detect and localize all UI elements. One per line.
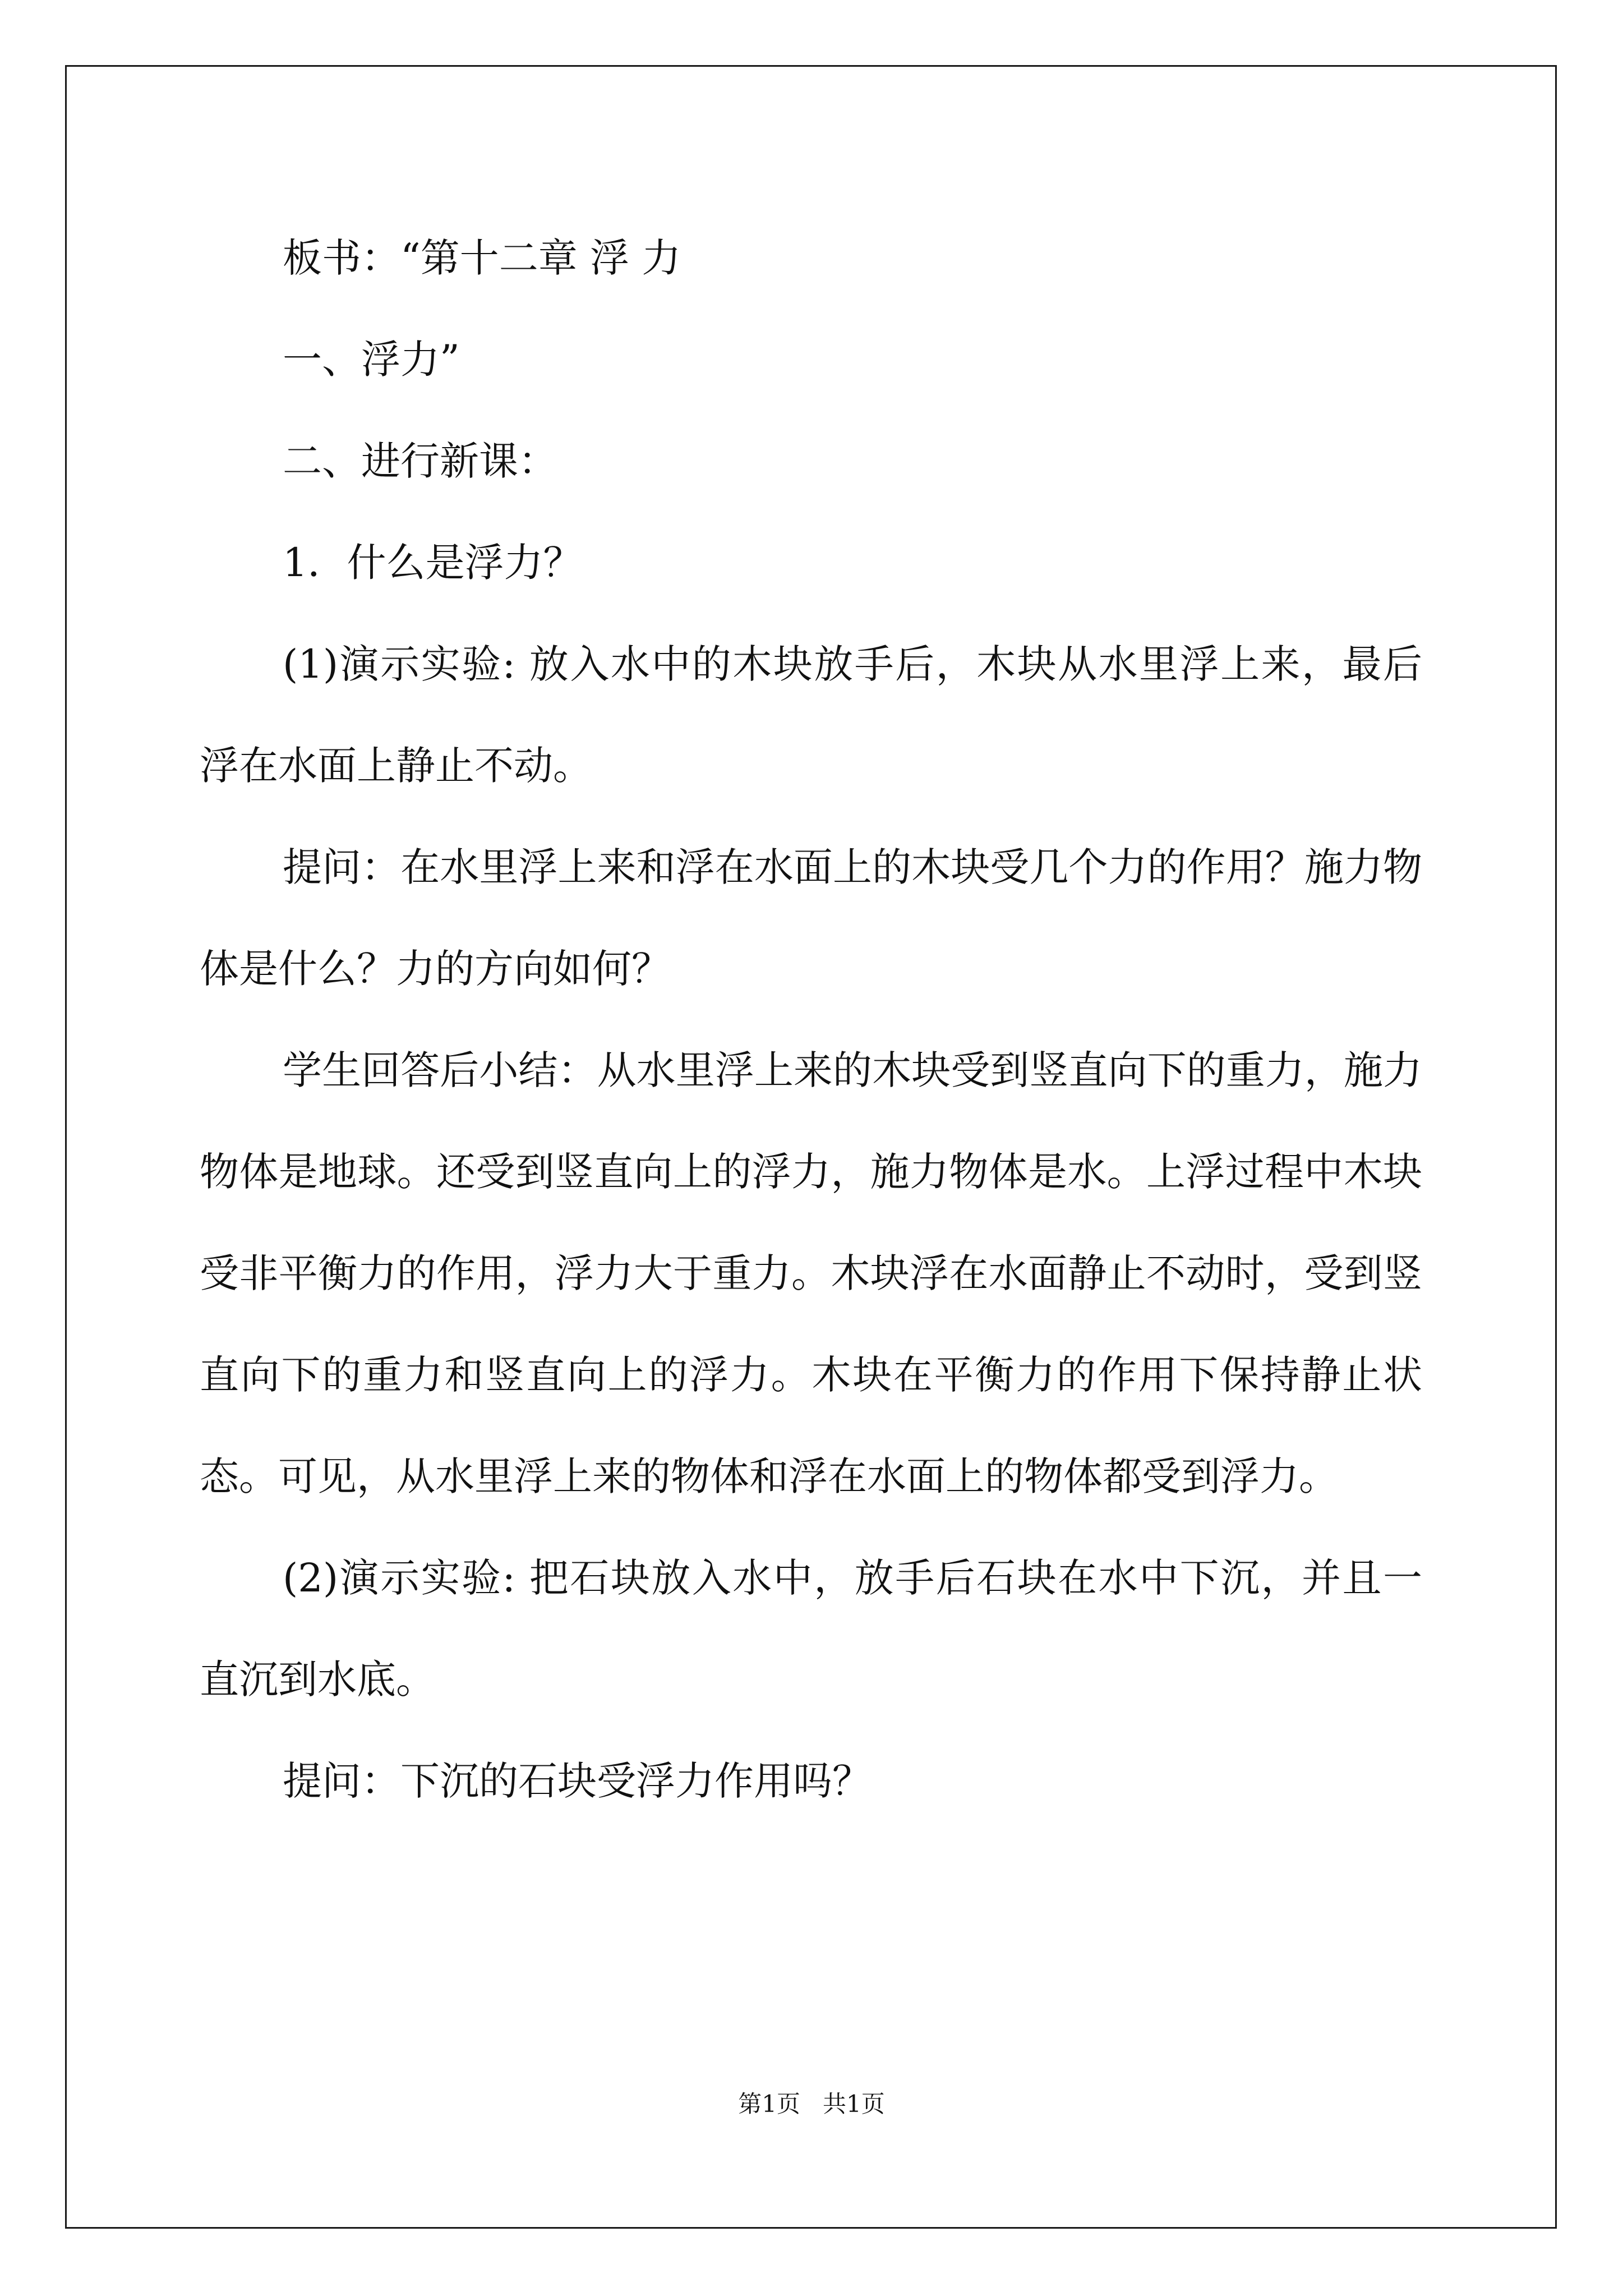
paragraph: (2)演示实验: 把石块放入水中，放手后石块在水中下沉，并且一直沉到水底。 bbox=[200, 1555, 1422, 1703]
page-total: 共1页 bbox=[823, 2090, 885, 2118]
paragraph: 提问：下沉的石块受浮力作用吗？ bbox=[283, 1758, 872, 1804]
paragraph: 二、进行新课： bbox=[283, 438, 557, 484]
paragraph: 学生回答后小结：从水里浮上来的木块受到竖直向下的重力，施力物体是地球。还受到竖直向上的浮力，施力物体是水。上浮过程中木块受非平衡力的作用，浮力大于重力。木块浮在水面静止不动时，受到竖直向下的重力和竖直向上的浮力。木块在平衡力的作用下保持静止状态。可见，从水里浮上来的物体和浮在水面上的物体都受到浮力。 bbox=[200, 1047, 1422, 1499]
page-number: 第1页 bbox=[738, 2090, 800, 2118]
paragraph: 1．什么是浮力？ bbox=[283, 540, 583, 586]
paragraph: 一、浮力” bbox=[283, 337, 460, 383]
paragraph: 板书：“第十二章 浮 力 bbox=[283, 235, 681, 281]
paragraph: (1)演示实验: 放入水中的木块放手后，木块从水里浮上来，最后浮在水面上静止不动。 bbox=[200, 641, 1422, 789]
page-footer bbox=[0, 2086, 1623, 2119]
paragraph: 提问：在水里浮上来和浮在水面上的木块受几个力的作用？施力物体是什么？力的方向如何？ bbox=[200, 844, 1422, 992]
document-body bbox=[200, 208, 1422, 1832]
